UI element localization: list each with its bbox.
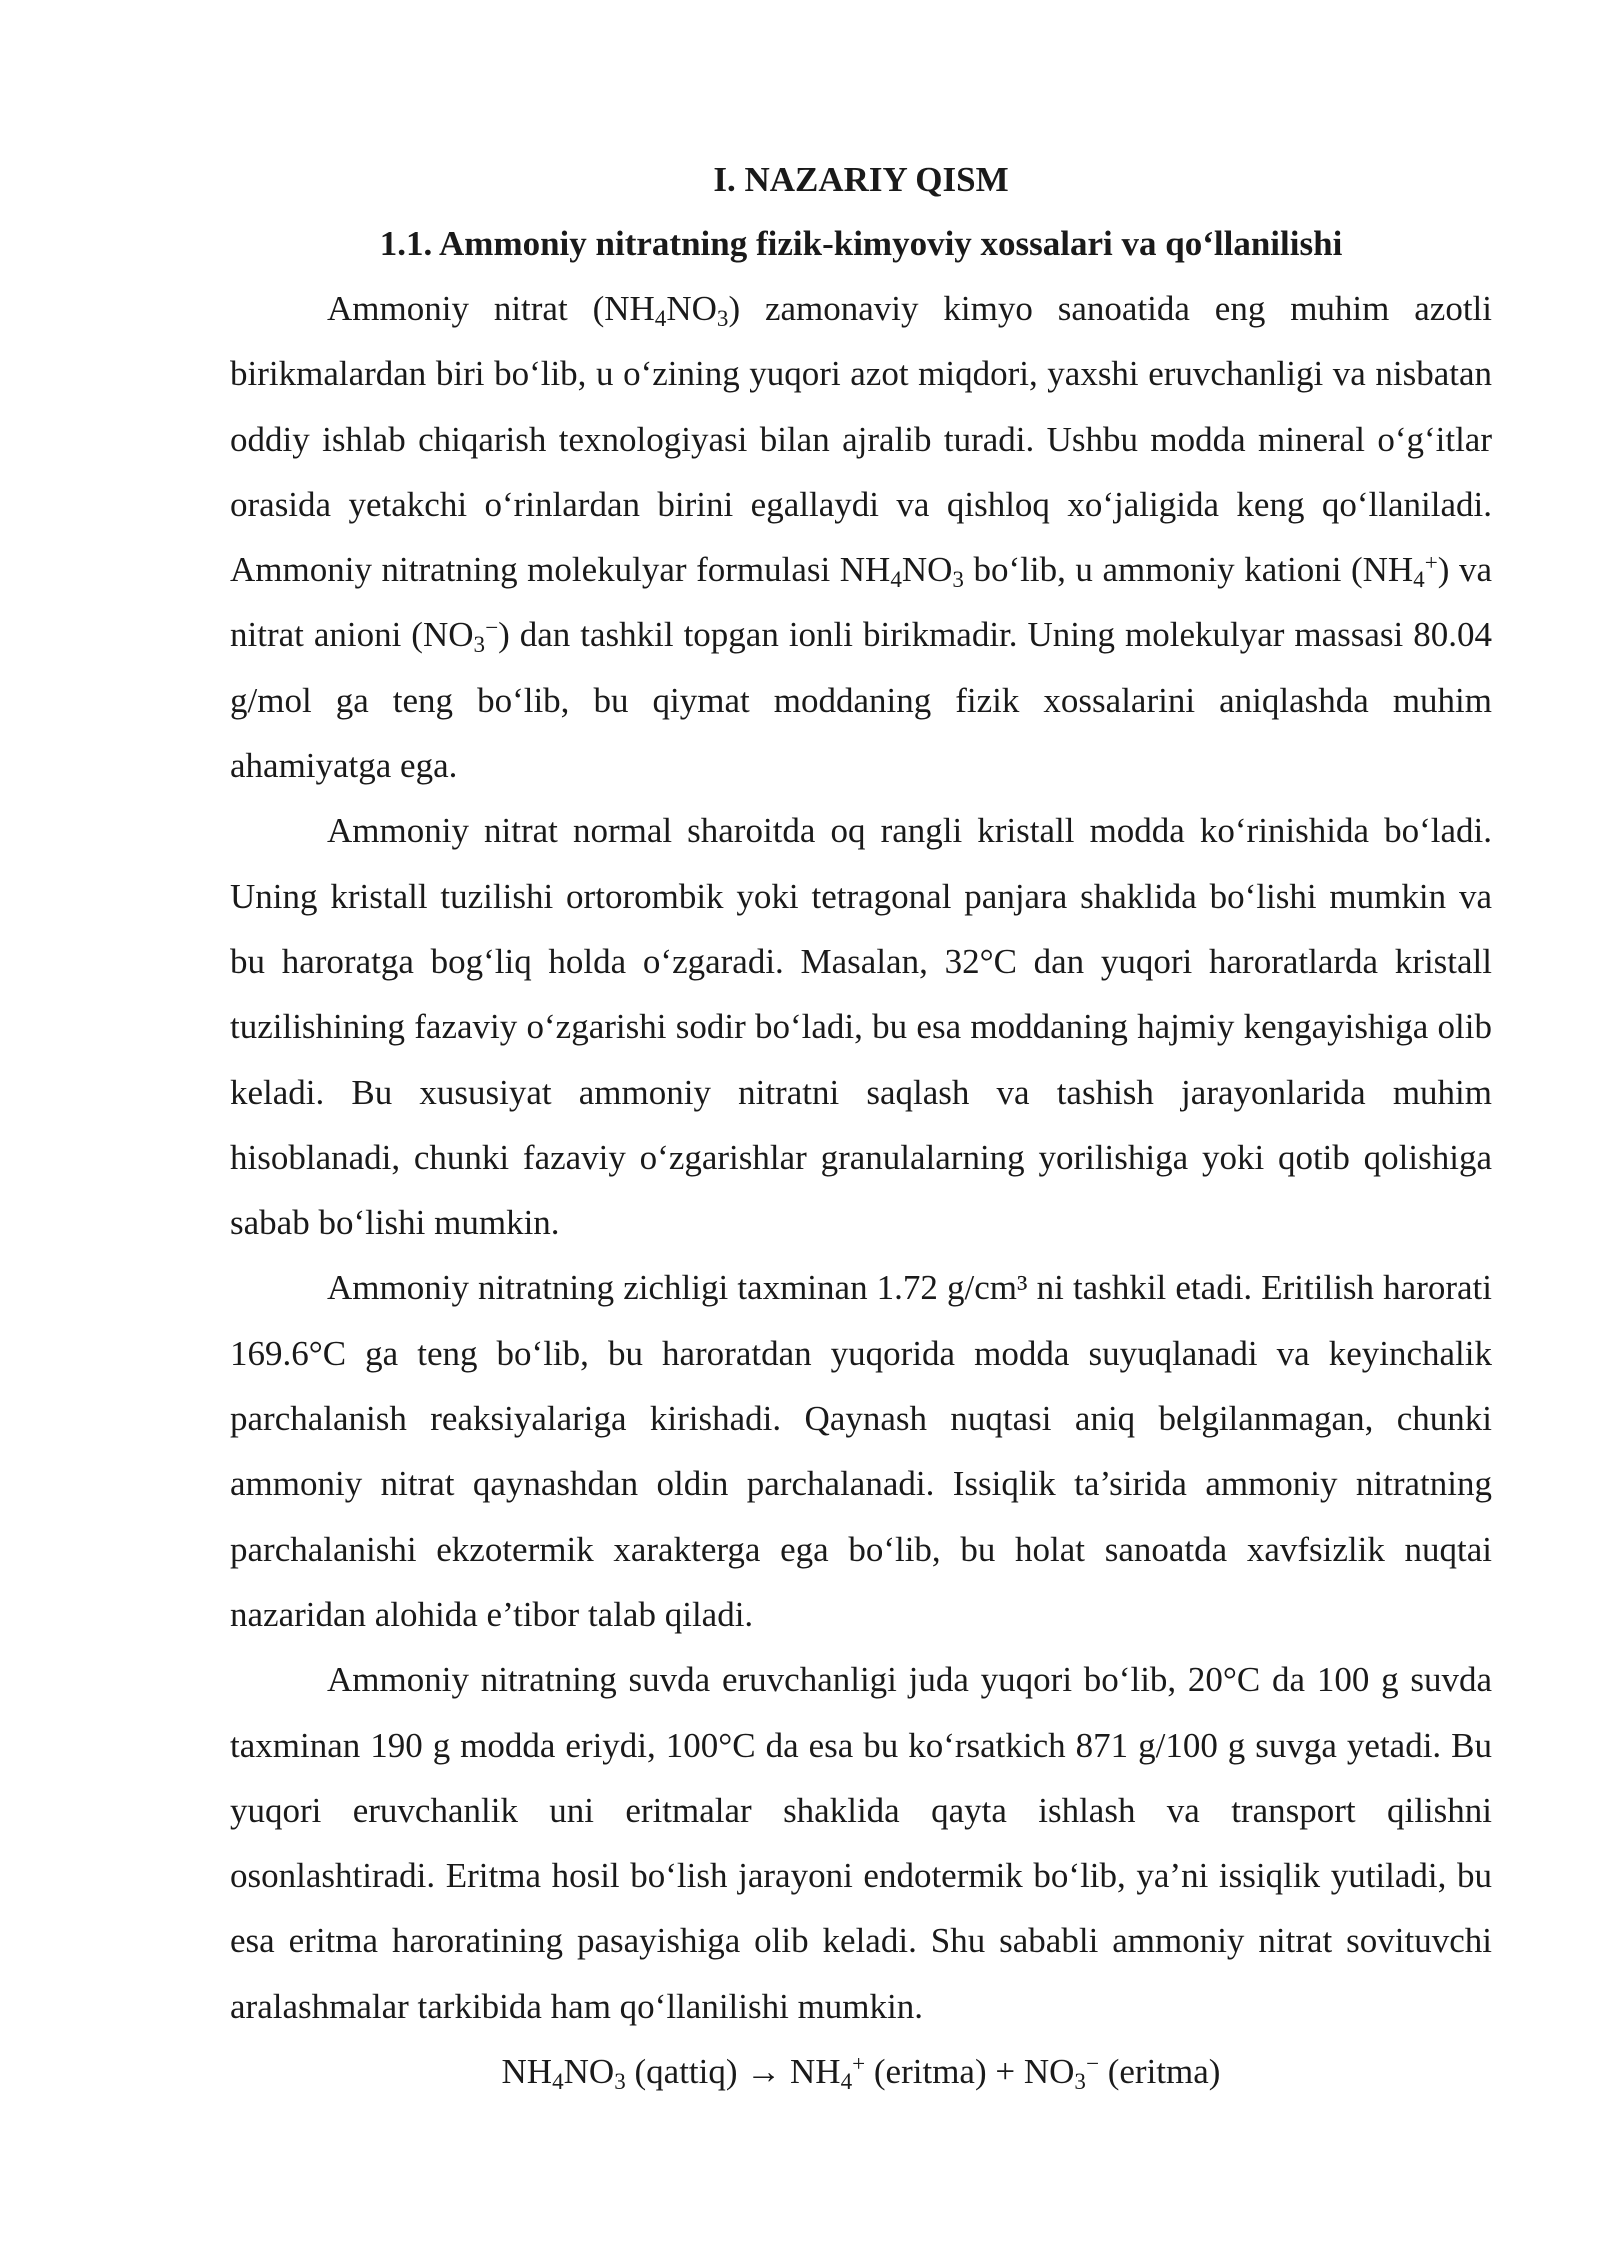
subscript: 4	[840, 2067, 853, 2094]
paragraph-1-text: bo‘lib, u ammoniy kationi (NH	[963, 550, 1414, 590]
subsection-title: 1.1. Ammoniy nitratning fizik-kimyoviy xossalari va qo‘llanilishi	[379, 224, 1343, 263]
superscript: −	[1085, 2050, 1099, 2077]
subscript: 3	[1074, 2067, 1086, 2094]
subscript: 3	[952, 565, 964, 592]
paragraph-1-text: ) va nitrat anioni (NO	[230, 550, 1492, 655]
equation-text: (qattiq) → NH	[625, 2052, 841, 2092]
paragraph-2: Ammoniy nitrat normal sharoitda oq rangli kristall modda ko‘rinishida bo‘ladi. Uning kristall tuzilishi ortorombik yoki tetragonal panjara shaklida bo‘lishi mumkin va bu haroratga bog‘liq holda o‘zgaradi. Masalan, 32°C dan yuqori haroratlarda kristall tuzilishining fazaviy o‘zgarishi sodir bo‘ladi, bu esa moddaning hajmiy kengayishiga olib keladi. Bu xususiyat ammoniy nitratni saqlash va tashish jarayonlarida muhim hisoblanadi, chunki fazaviy o‘zgarishlar granulalarning yorilishiga yoki qotib qolishiga sabab bo‘lishi mumkin.	[230, 811, 1492, 1243]
subscript: 3	[716, 304, 729, 331]
superscript: +	[852, 2050, 866, 2077]
subscript: 4	[1413, 565, 1425, 592]
superscript: −	[485, 613, 499, 640]
paragraph-1	[230, 276, 1492, 798]
paragraph-1-text: ) dan tashkil topgan ionli birikmadir. Uning molekulyar massasi 80.04 g/mol ga teng bo‘lib, bu qiymat moddaning fizik xossalarini aniqlashda muhim ahamiyatga ega.	[230, 615, 1492, 786]
section-title: I. NAZARIY QISM	[713, 160, 1009, 199]
superscript: +	[1424, 548, 1438, 575]
paragraph-1-text: NO	[901, 550, 953, 590]
subscript: 4	[552, 2067, 564, 2094]
paragraph-1-text: ) zamonaviy kimyo sanoatida eng muhim azotli birikmalardan biri bo‘lib, u o‘zining yuqori azot miqdori, yaxshi eruvchanligi va nisbatan oddiy ishlab chiqarish texnologiyasi bilan ajralib turadi. Ushbu modda mineral o‘g‘itlar orasida yetakchi o‘rinlardan birini egallaydi va qishloq xo‘jaligida keng qo‘llaniladi. Ammoniy nitratning molekulyar formulasi NH	[230, 289, 1492, 590]
paragraph-1-text: NO	[666, 289, 717, 328]
paragraph-3: Ammoniy nitratning zichligi taxminan 1.72 g/cm³ ni tashkil etadi. Eritilish harorati 169.6°C ga teng bo‘lib, bu haroratdan yuqorida modda suyuqlanadi va keyinchalik parchalanish reaksiyalariga kirishadi. Qaynash nuqtasi aniq belgilanmagan, chunki ammoniy nitrat qaynashdan oldin parchalanadi. Issiqlik ta’sirida ammoniy nitratning parchalanishi ekzotermik xarakterga ega bo‘lib, bu holat sanoatda xavfsizlik nuqtai nazaridan alohida e’tibor talab qiladi.	[230, 1268, 1492, 1634]
equation-text: NO	[563, 2052, 615, 2092]
subscript: 3	[614, 2067, 626, 2094]
subscript: 3	[473, 631, 486, 658]
equation-text: (eritma)	[1098, 2052, 1221, 2092]
dissolution-equation	[230, 2039, 1492, 2104]
equation-text: (eritma) + NO	[865, 2052, 1075, 2092]
equation-text: NH	[501, 2052, 553, 2092]
paragraph-4: Ammoniy nitratning suvda eruvchanligi juda yuqori bo‘lib, 20°C da 100 g suvda taxminan 190 g modda eriydi, 100°C da esa bu ko‘rsatkich 871 g/100 g suvga yetadi. Bu yuqori eruvchanlik uni eritmalar shaklida qayta ishlash va transport qilishni osonlashtiradi. Eritma hosil bo‘lish jarayoni endotermik bo‘lib, ya’ni issiqlik yutiladi, bu esa eritma haroratining pasayishiga olib keladi. Shu sababli ammoniy nitrat sovituvchi aralashmalar tarkibida ham qo‘llanilishi mumkin.	[230, 1660, 1492, 2026]
document-page	[230, 148, 1492, 2104]
paragraph-1-text: Ammoniy nitrat (NH	[327, 289, 655, 328]
subscript: 4	[654, 304, 667, 331]
subscript: 4	[890, 565, 902, 592]
